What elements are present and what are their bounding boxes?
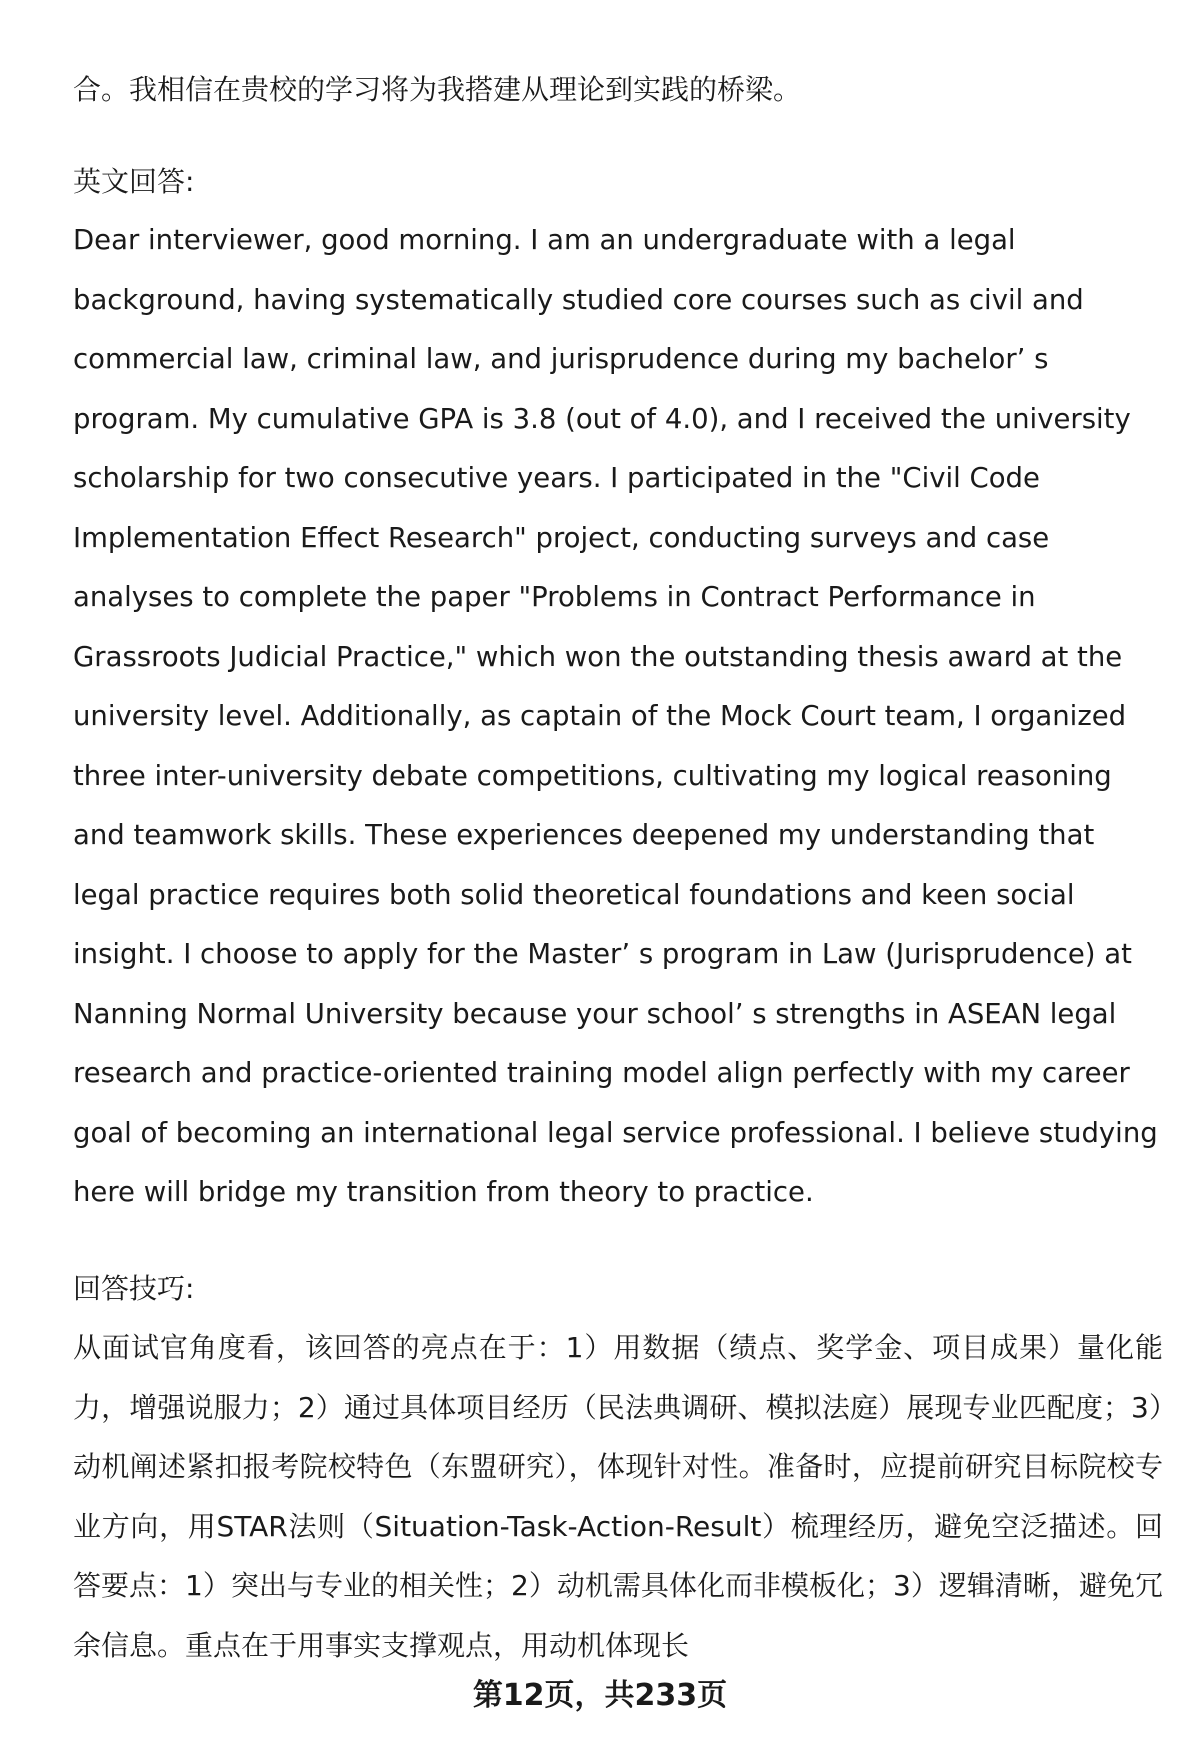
english-answer-heading: 英文回答:: [73, 164, 195, 198]
english-answer-paragraph: Dear interviewer, good morning. I am an undergraduate with a legal background, having systematically studied core courses such as civil and commercial law, criminal law, and jurisprudence during my bachelor’ s program. My cumulative GPA is 3.8 (out of 4.0), and I received the university scholarship for two consecutive years. I participated in the "Civil Code Implementation Effect Research" project, conducting surveys and case analyses to complete the paper "Problems in Contract Performance in Grassroots Judicial Practice," which won the outstanding thesis award at the university level. Additionally, as captain of the Mock Court team, I organized three inter-university debate competitions, cultivating my logical reasoning and teamwork skills. These experiences deepened my understanding that legal practice requires both solid theoretical foundations and keen social insight. I choose to apply for the Master’ s program in Law (Jurisprudence) at Nanning Normal University because your school’ s strengths in ASEAN legal research and practice-oriented training model align perfectly with my career goal of becoming an international legal service professional. I believe studying here will bridge my transition from theory to practice.: [73, 224, 1158, 1208]
page-number-footer: 第12页，共233页: [472, 1678, 728, 1713]
intro-tail-paragraph: 合。我相信在贵校的学习将为我搭建从理论到实践的桥梁。: [73, 73, 802, 106]
tips-heading: 回答技巧:: [73, 1271, 195, 1305]
document-content: [73, 60, 1163, 1675]
tips-paragraph: 从面试官角度看，该回答的亮点在于：1）用数据（绩点、奖学金、项目成果）量化能力，增强说服力；2）通过具体项目经历（民法典调研、模拟法庭）展现专业匹配度；3）动机阐述紧扣报考院校特色（东盟研究），体现针对性。准备时，应提前研究目标院校专业方向，用STAR法则（Situation-Task-Action-Result）梳理经历，避免空泛描述。回答要点：1）突出与专业的相关性；2）动机需具体化而非模板化；3）逻辑清晰，避免冗余信息。重点在于用事实支撑观点，用动机体现长: [73, 1331, 1163, 1662]
